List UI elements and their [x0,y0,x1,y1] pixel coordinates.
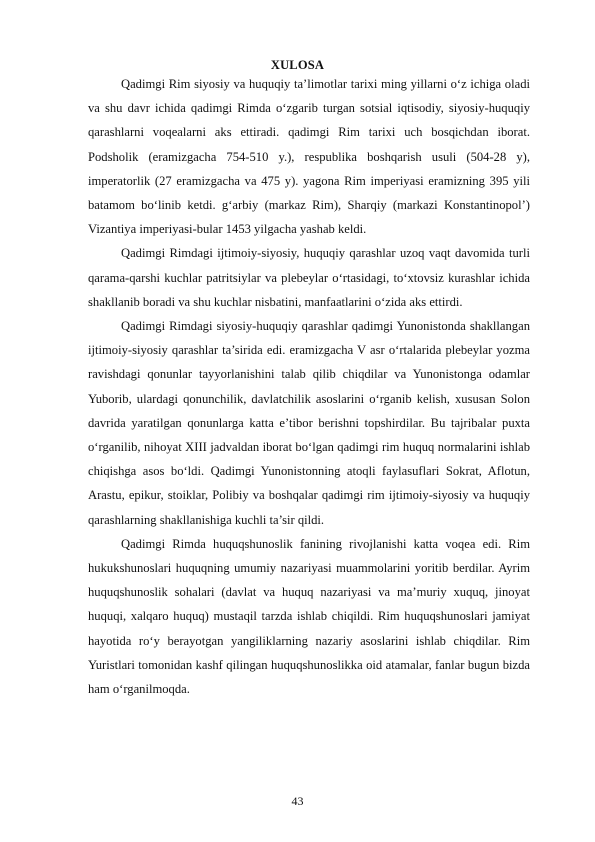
paragraph-roman-history-periods: Qadimgi Rim siyosiy va huquqiy ta’limotlar tarixi ming yillarni o‘z ichiga oladi va shu davr ichida qadimgi Rimda o‘zgarib turgan sotsial iqtisodiy, siyosiy-huquqiy qarashlarni voqealarni aks ettiradi. qadimgi Rim tarixi uch bosqichdan iborat. Podsholik (eramizgacha 754-510 y.), respublika boshqarish usuli (504-28 y), imperatorlik (27 eramizgacha va 475 y). yagona Rim imperiyasi eramizning 395 yili batamom bo‘linib ketdi. g‘arbiy (markaz Rim), Sharqiy (markazi Konstantinopol’) Vizantiya imperiyasi-bular 1453 yilgacha yashab keldi. [88,77,530,237]
paragraph-patricians-plebeians: Qadimgi Rimdagi ijtimoiy-siyosiy, huquqiy qarashlar uzoq vaqt davomida turli qarama-qarshi kuchlar patritsiylar va plebeylar o‘rtasidagi, to‘xtovsiz kurashlar ichida shakllanib boradi va shu kuchlar nisbatini, manfaatlarini o‘zida aks ettirdi. [88,246,530,309]
page-number: 43 [291,794,304,808]
section-heading: XULOSA [270,58,325,72]
paragraph-roman-jurisprudence: Qadimgi Rimda huquqshunoslik fanining rivojlanishi katta voqea edi. Rim hukukshunoslari huquqning umumiy nazariyasi muammolarini yoritib berdilar. Ayrim huquqshunoslik sohalari (davlat va huquq nazariyasi va ma’muriy xuquq, jinoyat huquqi, xalqaro huquq) mustaqil tarzda ishlab chiqildi. Rim huquqshunoslari jamiyat hayotida ro‘y berayotgan yangiliklarning nazariy asoslarini ishlab chiqdilar. Rim Yuristlari tomonidan kashf qilingan huquqshunoslikka oid atamalar, fanlar bugun bizda ham o‘rganilmoqda. [88,536,530,697]
paragraph-greek-influence: Qadimgi Rimdagi siyosiy-huquqiy qarashlar qadimgi Yunonistonda shakllangan ijtimoiy-siyosiy qarashlar ta’sirida edi. eramizgacha V asr o‘rtalarida plebeylar yozma ravishdagi qonunlar tayyorlanishini talab qilib chiqdilar va Yunonistonga odamlar Yuborib, ulardagi qonunchilik, davlatchilik asoslarini o‘rganib kelish, xususan Solon davrida yaratilgan qonunlarga katta e’tibor berishni topshirdilar. Bu tajribalar puxta o‘rganilib, nihoyat XIII jadvaldan iborat bo‘lgan qadimgi rim huquq normalarini ishlab chiqishga asos bo‘ldi. Qadimgi Yunonistonning atoqli faylasuflari Sokrat, Aflotun, Arastu, epikur, stoiklar, Polibiy va boshqalar qadimgi rim ijtimoiy-siyosiy va huquqiy qarashlarning shakllanishiga kuchli ta’sir qildi. [88,319,530,527]
body-text [88,72,530,701]
